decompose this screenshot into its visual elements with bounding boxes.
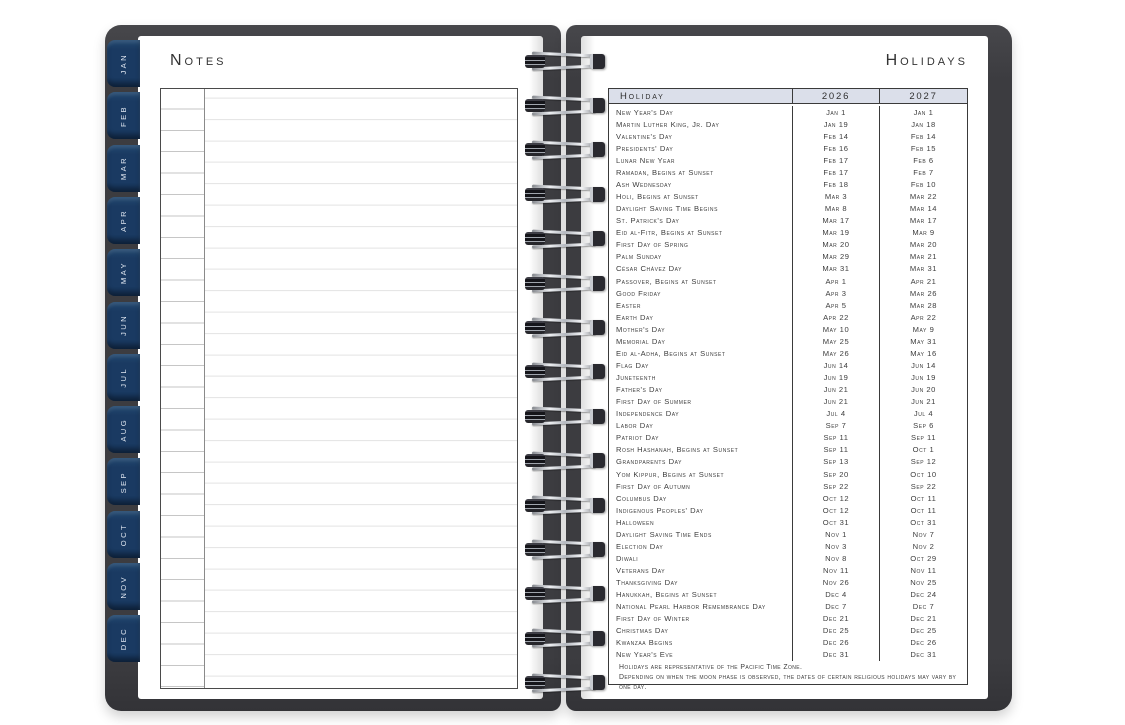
year-2027-column-header: 2027: [909, 90, 938, 102]
holiday-date-2027: Mar 17: [909, 216, 938, 226]
holiday-name: Labor Day: [609, 420, 793, 432]
month-tab-dec[interactable]: [107, 615, 140, 662]
holiday-date-2026: Feb 14: [793, 130, 880, 142]
holiday-date-2027: Nov 7: [912, 529, 935, 539]
holiday-row: [609, 420, 967, 432]
holiday-name: First Day of Autumn: [609, 480, 793, 492]
binding-cap-left: [525, 277, 545, 290]
binding-cap-left: [525, 543, 545, 556]
holiday-name: National Pearl Harbor Remembrance Day: [609, 601, 793, 613]
holiday-row: [609, 166, 967, 178]
holiday-row: [609, 516, 967, 528]
holiday-date-2027: Oct 10: [910, 469, 937, 479]
holiday-date-2027: Jun 21: [911, 397, 936, 407]
binding-cap-right: [590, 498, 605, 513]
holiday-date-2027: Jun 14: [911, 360, 936, 370]
binding-cap-left: [525, 499, 545, 512]
holiday-date-2026: Mar 29: [793, 251, 880, 263]
holiday-row: [609, 130, 967, 142]
month-tab-jul[interactable]: [107, 354, 140, 401]
month-tab-nov[interactable]: [107, 563, 140, 610]
binding-loop: [523, 50, 605, 72]
holiday-date-2026: Feb 18: [793, 179, 880, 191]
binding-cap-left: [525, 99, 545, 112]
holiday-name: Presidents' Day: [609, 142, 793, 154]
holiday-row: [609, 456, 967, 468]
holiday-row: [609, 299, 967, 311]
binding-cap-right: [590, 453, 605, 468]
year-2026-column-header: 2026: [793, 89, 880, 103]
binding-cap-right: [590, 675, 605, 690]
binding-loop: [523, 272, 605, 294]
holiday-date-2027: Dec 7: [912, 602, 935, 612]
binding-loop: [523, 494, 605, 516]
holiday-row: [609, 275, 967, 287]
holiday-row: [609, 372, 967, 384]
holiday-name: Good Friday: [609, 287, 793, 299]
binding-cap-right: [590, 409, 605, 424]
month-tab-label: MAR: [119, 156, 128, 181]
holiday-name: Flag Day: [609, 359, 793, 371]
holiday-date-2027: Dec 21: [910, 614, 937, 624]
holiday-date-2027: Mar 26: [909, 288, 938, 298]
notes-page-title: Notes: [170, 52, 227, 69]
notes-grid-left-column: [161, 89, 204, 688]
binding-loop: [523, 538, 605, 560]
holiday-name: Rosh Hashanah, Begins at Sunset: [609, 444, 793, 456]
holiday-name: Father's Day: [609, 384, 793, 396]
month-tab-label: JAN: [119, 52, 128, 75]
holiday-date-2026: May 25: [793, 335, 880, 347]
holiday-date-2027: Jan 18: [911, 119, 936, 129]
month-tab-label: JUN: [119, 314, 128, 336]
holiday-date-2026: Feb 16: [793, 142, 880, 154]
holiday-name: Mother's Day: [609, 323, 793, 335]
holiday-date-2027: Apr 21: [910, 276, 937, 286]
month-tab-sep[interactable]: [107, 458, 140, 505]
month-tab-label: SEP: [119, 470, 128, 494]
holiday-date-2027: Sep 6: [913, 421, 934, 431]
holiday-date-2026: Feb 17: [793, 166, 880, 178]
holiday-date-2026: Nov 11: [793, 565, 880, 577]
holiday-name: New Year's Eve: [609, 649, 793, 661]
holiday-name: First Day of Summer: [609, 396, 793, 408]
holiday-table-footnote: [609, 661, 967, 691]
holiday-date-2026: Sep 11: [793, 444, 880, 456]
holiday-name: First Day of Winter: [609, 613, 793, 625]
holiday-row: [609, 589, 967, 601]
holiday-date-2026: Apr 22: [793, 311, 880, 323]
holiday-date-2026: Sep 7: [793, 420, 880, 432]
holiday-row: [609, 492, 967, 504]
holiday-row: [609, 649, 967, 661]
month-tab-mar[interactable]: [107, 145, 140, 192]
holiday-date-2027: Mar 20: [909, 240, 938, 250]
holiday-row: [609, 396, 967, 408]
holiday-row: [609, 528, 967, 540]
binding-loop: [523, 583, 605, 605]
holiday-name: Veterans Day: [609, 565, 793, 577]
holiday-date-2027: Mar 28: [909, 300, 938, 310]
holiday-row: [609, 444, 967, 456]
binding-cap-left: [525, 188, 545, 201]
holiday-date-2027: Jul 4: [913, 409, 934, 419]
holiday-date-2026: Mar 17: [793, 215, 880, 227]
notes-grid-ruled-area: [204, 89, 517, 688]
binding-loop: [523, 672, 605, 694]
holiday-date-2027: Oct 1: [912, 445, 935, 455]
holiday-name: St. Patrick's Day: [609, 215, 793, 227]
holiday-name: Kwanzaa Begins: [609, 637, 793, 649]
holiday-date-2026: Dec 31: [793, 649, 880, 661]
month-tab-jan[interactable]: [107, 40, 140, 87]
holiday-name: Holi, Begins at Sunset: [609, 191, 793, 203]
binding-cap-right: [590, 320, 605, 335]
binding-cap-left: [525, 143, 545, 156]
holidays-page: [581, 36, 988, 699]
holiday-row: [609, 239, 967, 251]
binding-cap-right: [590, 631, 605, 646]
holiday-name: Juneteenth: [609, 372, 793, 384]
holiday-date-2027: Oct 31: [910, 517, 937, 527]
holiday-date-2026: Apr 3: [793, 287, 880, 299]
holiday-date-2027: Nov 25: [910, 578, 937, 588]
binding-loop: [523, 183, 605, 205]
month-tab-apr[interactable]: [107, 197, 140, 244]
month-tab-label: JUL: [119, 366, 128, 388]
binding-cap-right: [590, 364, 605, 379]
holiday-date-2026: Apr 1: [793, 275, 880, 287]
holiday-row: [609, 432, 967, 444]
holiday-date-2027: Mar 31: [909, 264, 938, 274]
holiday-name: Halloween: [609, 516, 793, 528]
binding-cap-right: [590, 187, 605, 202]
holiday-date-2027: Oct 29: [910, 553, 937, 563]
holiday-date-2026: Jun 21: [793, 396, 880, 408]
holiday-date-2027: Sep 11: [910, 433, 937, 443]
holiday-date-2027: Mar 21: [909, 252, 938, 262]
holiday-name: Ramadan, Begins at Sunset: [609, 166, 793, 178]
holiday-row: [609, 287, 967, 299]
holiday-date-2026: Nov 26: [793, 577, 880, 589]
holiday-row: [609, 565, 967, 577]
holiday-name: Hanukkah, Begins at Sunset: [609, 589, 793, 601]
holiday-row: [609, 335, 967, 347]
holiday-name: Eid al-Adha, Begins at Sunset: [609, 347, 793, 359]
holiday-date-2026: Sep 22: [793, 480, 880, 492]
notes-grid: [160, 88, 518, 689]
holiday-date-2027: Dec 24: [910, 590, 937, 600]
footnote-line-1: Holidays are representative of the Pacific Time Zone.: [619, 664, 803, 671]
holiday-date-2027: Dec 26: [910, 638, 937, 648]
holiday-name: Independence Day: [609, 408, 793, 420]
binding-cap-left: [525, 410, 545, 423]
binding-cap-right: [590, 54, 605, 69]
holiday-date-2026: May 26: [793, 347, 880, 359]
month-tab-label: DEC: [119, 627, 128, 651]
holiday-row: [609, 215, 967, 227]
month-tab-label: FEB: [119, 104, 128, 127]
holiday-date-2027: May 31: [910, 336, 937, 346]
holiday-date-2027: Feb 14: [910, 131, 937, 141]
holiday-row: [609, 468, 967, 480]
holiday-date-2026: Nov 3: [793, 540, 880, 552]
footnote-line-2: Depending on when the moon phase is observed, the dates of certain religious holidays may vary by one day.: [619, 674, 957, 691]
holiday-name: Yom Kippur, Begins at Sunset: [609, 468, 793, 480]
binding-cap-right: [590, 542, 605, 557]
holiday-date-2026: Dec 26: [793, 637, 880, 649]
holiday-row: [609, 625, 967, 637]
holiday-name: Earth Day: [609, 311, 793, 323]
holiday-date-2027: Feb 7: [913, 167, 934, 177]
holiday-name: Lunar New Year: [609, 154, 793, 166]
holiday-date-2026: Jan 19: [793, 118, 880, 130]
binding-cap-left: [525, 365, 545, 378]
holiday-date-2027: Mar 22: [909, 192, 938, 202]
holiday-date-2026: Nov 1: [793, 528, 880, 540]
binding-cap-right: [590, 276, 605, 291]
holiday-date-2026: Jun 14: [793, 359, 880, 371]
holiday-name: Memorial Day: [609, 335, 793, 347]
holiday-row: [609, 251, 967, 263]
month-tab-label: APR: [119, 208, 128, 232]
holiday-date-2027: Oct 11: [910, 493, 937, 503]
holiday-row: [609, 408, 967, 420]
holiday-row: [609, 118, 967, 130]
holiday-name: Christmas Day: [609, 625, 793, 637]
holiday-row: [609, 504, 967, 516]
holiday-row: [609, 106, 967, 118]
holiday-name: Thanksgiving Day: [609, 577, 793, 589]
holiday-date-2026: Sep 13: [793, 456, 880, 468]
holiday-date-2026: Jun 21: [793, 384, 880, 396]
binding-cap-right: [590, 231, 605, 246]
holiday-date-2026: Oct 12: [793, 492, 880, 504]
month-tab-jun[interactable]: [107, 302, 140, 349]
holiday-name: Martin Luther King, Jr. Day: [609, 118, 793, 130]
holiday-date-2027: Jun 19: [911, 373, 936, 383]
month-tab-aug[interactable]: [107, 406, 140, 453]
holiday-name: Ash Wednesday: [609, 179, 793, 191]
holiday-date-2026: Jan 1: [793, 106, 880, 118]
month-tab-feb[interactable]: [107, 92, 140, 139]
holiday-name: Easter: [609, 299, 793, 311]
holiday-date-2026: Dec 21: [793, 613, 880, 625]
binding-loop: [523, 228, 605, 250]
holiday-date-2026: Mar 19: [793, 227, 880, 239]
holiday-row: [609, 384, 967, 396]
holiday-row: [609, 179, 967, 191]
holiday-name: Daylight Saving Time Ends: [609, 528, 793, 540]
binding-cap-left: [525, 587, 545, 600]
holiday-name: Eid al-Fitr, Begins at Sunset: [609, 227, 793, 239]
binding-loop: [523, 94, 605, 116]
holiday-date-2026: Mar 31: [793, 263, 880, 275]
holiday-row: [609, 552, 967, 564]
holiday-row: [609, 480, 967, 492]
holiday-date-2026: Dec 7: [793, 601, 880, 613]
holiday-row: [609, 263, 967, 275]
month-tab-may[interactable]: [107, 249, 140, 296]
holiday-date-2026: Feb 17: [793, 154, 880, 166]
holiday-row: [609, 540, 967, 552]
holiday-table-body: [609, 104, 967, 661]
holiday-date-2026: Nov 8: [793, 552, 880, 564]
holiday-name: Grandparents Day: [609, 456, 793, 468]
holiday-date-2026: Dec 25: [793, 625, 880, 637]
binding-cap-right: [590, 142, 605, 157]
holiday-date-2026: Apr 5: [793, 299, 880, 311]
holiday-date-2027: Mar 9: [912, 228, 935, 238]
holiday-date-2027: Oct 11: [910, 505, 937, 515]
holiday-date-2026: Mar 3: [793, 191, 880, 203]
holiday-date-2026: Oct 12: [793, 504, 880, 516]
holiday-date-2027: Sep 22: [910, 481, 937, 491]
month-tab-label: NOV: [119, 574, 128, 599]
holiday-name: Valentine's Day: [609, 130, 793, 142]
holiday-row: [609, 347, 967, 359]
binding-loop: [523, 450, 605, 472]
binding-cap-left: [525, 676, 545, 689]
holiday-name: Patriot Day: [609, 432, 793, 444]
notes-page: [138, 36, 543, 699]
binding-loop: [523, 405, 605, 427]
holiday-date-2026: May 10: [793, 323, 880, 335]
holiday-row: [609, 577, 967, 589]
binding-cap-left: [525, 321, 545, 334]
holiday-row: [609, 191, 967, 203]
holiday-name: Daylight Saving Time Begins: [609, 203, 793, 215]
holiday-name: Indigenous Peoples' Day: [609, 504, 793, 516]
holiday-name: Columbus Day: [609, 492, 793, 504]
binding-cap-left: [525, 232, 545, 245]
holiday-date-2027: Feb 10: [910, 180, 937, 190]
holiday-row: [609, 311, 967, 323]
holiday-date-2026: Jul 4: [793, 408, 880, 420]
holiday-date-2027: Nov 2: [912, 541, 935, 551]
binding-loop: [523, 361, 605, 383]
binding-loop: [523, 316, 605, 338]
binding-loop: [523, 139, 605, 161]
month-tab-oct[interactable]: [107, 511, 140, 558]
month-tab-label: OCT: [119, 522, 128, 546]
holiday-date-2027: Feb 6: [913, 155, 934, 165]
holiday-row: [609, 323, 967, 335]
holiday-date-2027: May 9: [912, 324, 935, 334]
holiday-date-2027: Sep 12: [910, 457, 937, 467]
month-tab-label: MAY: [119, 261, 128, 285]
holiday-row: [609, 601, 967, 613]
holiday-date-2027: Dec 25: [910, 626, 937, 636]
holiday-date-2027: Nov 11: [910, 566, 937, 576]
holiday-row: [609, 142, 967, 154]
holiday-date-2027: Dec 31: [910, 650, 937, 660]
holiday-date-2026: Mar 20: [793, 239, 880, 251]
binding-cap-left: [525, 55, 545, 68]
holiday-date-2026: Sep 20: [793, 468, 880, 480]
holiday-date-2027: Apr 22: [910, 312, 937, 322]
binding-cap-left: [525, 454, 545, 467]
holiday-row: [609, 359, 967, 371]
holiday-date-2027: Mar 14: [909, 204, 938, 214]
holiday-table-header: [609, 89, 967, 104]
holiday-table: [608, 88, 968, 691]
holidays-page-title: Holidays: [885, 52, 968, 69]
holiday-date-2027: May 16: [910, 348, 937, 358]
binding-loop: [523, 627, 605, 649]
holiday-name: Passover, Begins at Sunset: [609, 275, 793, 287]
holiday-name: Palm Sunday: [609, 251, 793, 263]
holiday-date-2027: Jan 1: [913, 107, 934, 117]
holiday-name: Diwali: [609, 552, 793, 564]
holiday-row: [609, 613, 967, 625]
holiday-date-2026: Mar 8: [793, 203, 880, 215]
holiday-row: [609, 154, 967, 166]
holiday-column-header: Holiday: [609, 89, 793, 103]
holiday-date-2027: Jun 20: [911, 385, 936, 395]
binding-cap-left: [525, 632, 545, 645]
binding-cap-right: [590, 98, 605, 113]
holiday-name: César Chávez Day: [609, 263, 793, 275]
binding-cap-right: [590, 586, 605, 601]
holiday-row: [609, 637, 967, 649]
holiday-date-2026: Sep 11: [793, 432, 880, 444]
holiday-date-2026: Dec 4: [793, 589, 880, 601]
holiday-name: First Day of Spring: [609, 239, 793, 251]
holiday-date-2026: Jun 19: [793, 372, 880, 384]
holiday-row: [609, 203, 967, 215]
month-tab-label: AUG: [119, 417, 128, 442]
holiday-date-2026: Oct 31: [793, 516, 880, 528]
holiday-row: [609, 227, 967, 239]
holiday-name: Election Day: [609, 540, 793, 552]
holiday-date-2027: Feb 15: [910, 143, 937, 153]
holiday-name: New Year's Day: [609, 106, 793, 118]
